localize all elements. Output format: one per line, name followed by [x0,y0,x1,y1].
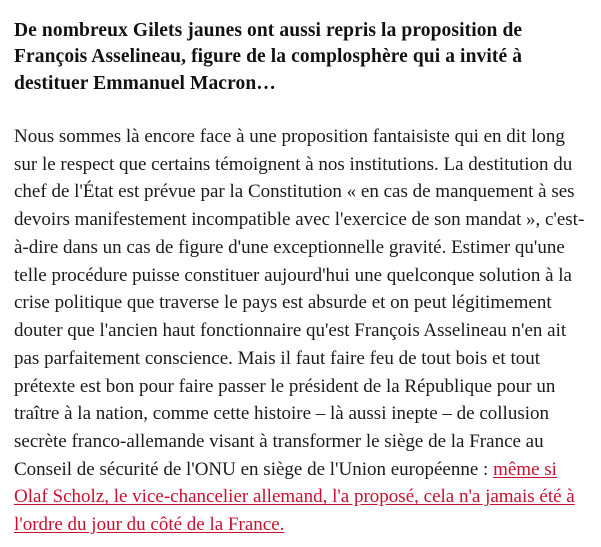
paragraph-text-before-link: Nous sommes là encore face à une proposition fantaisiste qui en dit long sur le respect que certains témoignent à nos institutions. La destitution du chef de l'État est prévue par la Constitution « en cas de manquement à ses devoirs manifestement incompatible avec l'exercice de son mandat », c'est-à-dire dans un cas de figure d'une exceptionnelle gravité. Estimer qu'une telle procédure puisse constituer aujourd'hui une quelconque solution à la crise politique que traverse le pays est absurde et on peut légitimement douter que l'ancien haut fonctionnaire qu'est François Asselineau n'en ait pas parfaitement conscience. Mais il faut faire feu de tout bois et tout prétexte est bon pour faire passer le président de la République pour un traître à la nation, comme cette histoire – là aussi inepte – de collusion secrète franco-allemande visant à transformer le siège de la France au Conseil de sécurité de l'ONU en siège de l'Union européenne : [14,125,585,480]
article-body-paragraph [14,123,587,539]
article-lede: De nombreux Gilets jaunes ont aussi repris la proposition de François Asselineau, figure de la complosphère qui a invité à destituer Emmanuel Macron… [14,20,523,94]
inline-source-link[interactable]: même si Olaf Scholz, le vice-chancelier allemand, l'a proposé, cela n'a jamais été à l'ordre du jour du côté de la France. [14,458,575,536]
